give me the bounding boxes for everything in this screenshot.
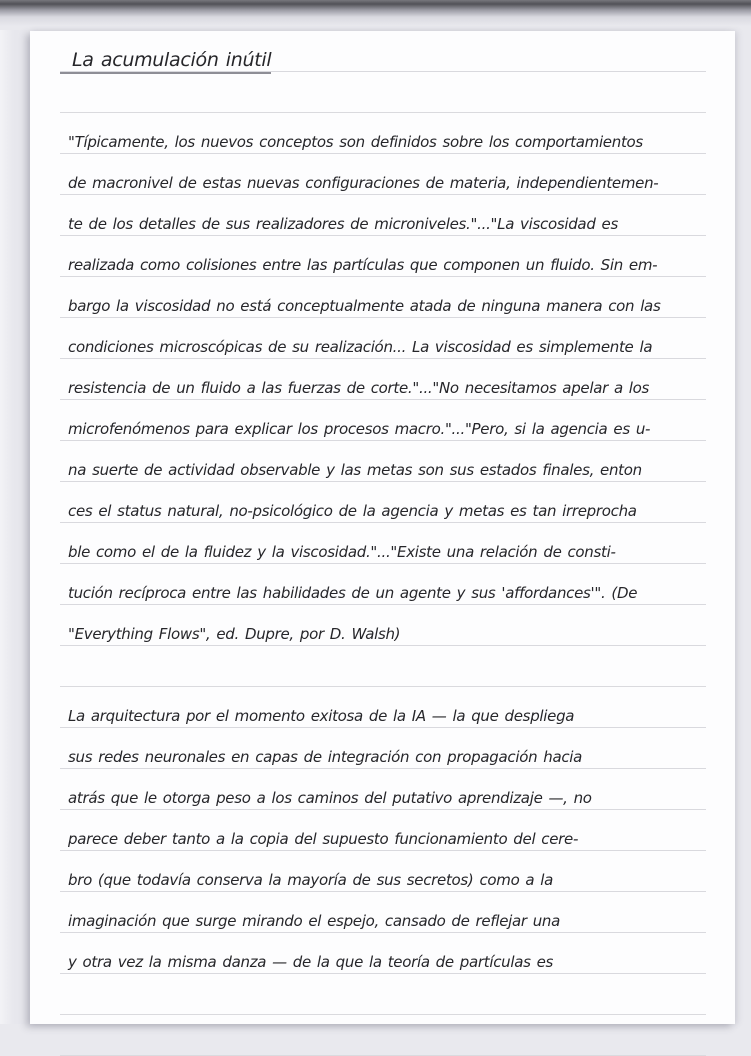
ruled-row: [60, 851, 706, 892]
handwriting-line: microfenómenos para explicar los procesos macro."..."Pero, si la agencia es u-: [68, 420, 651, 438]
handwriting-line: "Típicamente, los nuevos conceptos son definidos sobre los comportamientos: [68, 133, 643, 151]
ruled-row: [60, 564, 706, 605]
handwriting-line: "Everything Flows", ed. Dupre, por D. Walsh): [68, 625, 401, 643]
ruled-row: [60, 605, 706, 646]
handwriting-line: imaginación que surge mirando el espejo, cansado de reflejar una: [68, 912, 561, 930]
ruled-row: [60, 195, 706, 236]
handwriting-line: realizada como colisiones entre las partículas que componen un fluido. Sin em-: [68, 256, 658, 274]
ruled-row: [60, 523, 706, 564]
handwriting-line: te de los detalles de sus realizadores de microniveles."..."La viscosidad es: [68, 215, 618, 233]
handwriting-line: ble como el de la fluidez y la viscosidad."..."Existe una relación de consti-: [68, 543, 616, 561]
handwriting-line: atrás que le otorga peso a los caminos del putativo aprendizaje —, no: [68, 789, 592, 807]
ruled-row-blank: [60, 974, 706, 1015]
ruled-row-blank: [60, 72, 706, 113]
ruled-row: [60, 728, 706, 769]
ruled-row: [60, 359, 706, 400]
ruled-row: [60, 482, 706, 523]
handwriting-line: de macronivel de estas nuevas configuraciones de materia, independientemen-: [68, 174, 659, 192]
photo-top-edge: [0, 0, 751, 30]
handwriting-line: y otra vez la misma danza — de la que la teoría de partículas es: [68, 953, 554, 971]
handwriting-line: condiciones microscópicas de su realización... La viscosidad es simplemente la: [68, 338, 653, 356]
handwriting-line: resistencia de un fluido a las fuerzas de corte."..."No necesitamos apelar a los: [68, 379, 650, 397]
handwriting-line: parece deber tanto a la copia del supuesto funcionamiento del cere-: [68, 830, 579, 848]
notebook-page: [30, 31, 735, 1024]
ruled-row-blank: [60, 646, 706, 687]
handwriting-line: sus redes neuronales en capas de integración con propagación hacia: [68, 748, 583, 766]
ruled-row: [60, 236, 706, 277]
ruled-row: [60, 687, 706, 728]
ruled-row: [60, 892, 706, 933]
ruled-row: [60, 318, 706, 359]
page-title: La acumulación inútil: [60, 49, 271, 74]
ruled-row: [60, 113, 706, 154]
ruled-row-title: [60, 31, 706, 72]
ruled-row: [60, 400, 706, 441]
ruled-row-blank: [60, 1015, 706, 1056]
handwriting-line: ces el status natural, no-psicológico de la agencia y metas es tan irreprocha: [68, 502, 637, 520]
handwriting-line: bro (que todavía conserva la mayoría de sus secretos) como a la: [68, 871, 554, 889]
handwriting-line: tución recíproca entre las habilidades de un agente y sus 'affordances'". (De: [68, 584, 638, 602]
handwriting-line: bargo la viscosidad no está conceptualmente atada de ninguna manera con las: [68, 297, 661, 315]
ruled-row: [60, 154, 706, 195]
ruled-row: [60, 769, 706, 810]
ruled-row: [60, 441, 706, 482]
handwriting-line: La arquitectura por el momento exitosa de la IA — la que despliega: [68, 707, 575, 725]
ruled-row: [60, 810, 706, 851]
ruled-row: [60, 277, 706, 318]
handwriting-line: na suerte de actividad observable y las metas son sus estados finales, enton: [68, 461, 642, 479]
ruled-row: [60, 933, 706, 974]
